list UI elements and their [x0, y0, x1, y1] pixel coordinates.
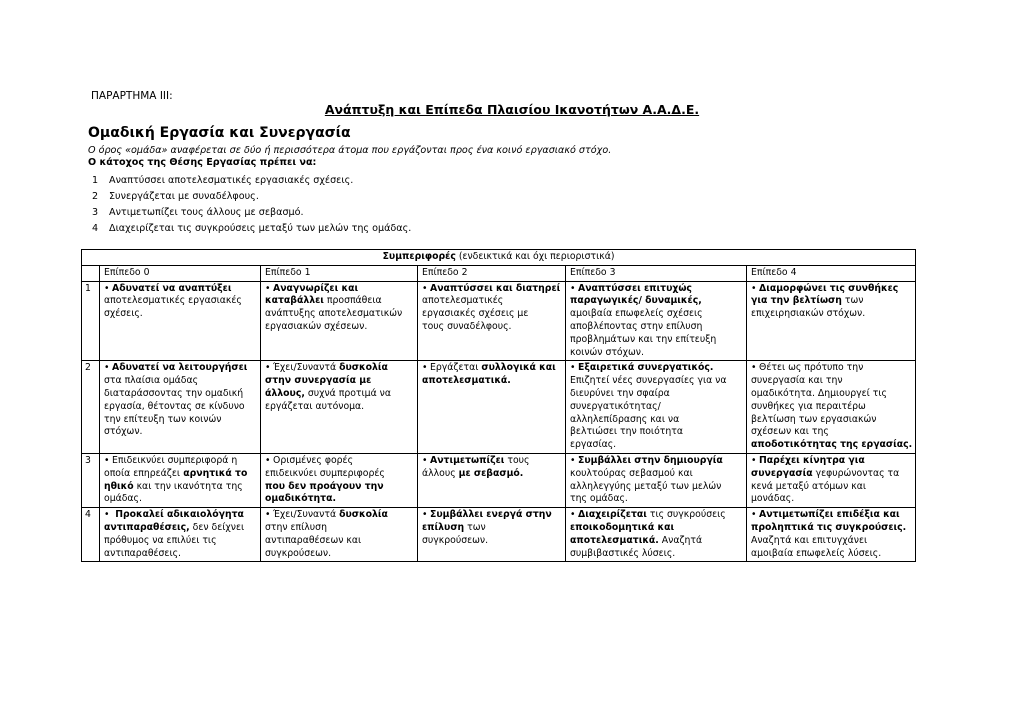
behavior-cell	[418, 508, 566, 562]
cell-text: τους	[504, 454, 530, 466]
cell-text: δεν δείχνει	[189, 521, 245, 533]
behavior-cell	[418, 453, 566, 507]
cell-text: Αναζητά και επιτυγχάνει	[751, 534, 868, 546]
behavior-cell	[100, 281, 261, 361]
requirement-number: 1	[92, 175, 99, 186]
cell-emphasis: αποτελεσματικά.	[570, 534, 659, 546]
row-number: 3	[82, 453, 100, 507]
cell-emphasis: με σεβασμό.	[458, 467, 524, 479]
cell-text: διαταράσσοντας την ομαδική	[104, 387, 244, 399]
cell-text: αποβλέποντας στην επίλυση	[570, 320, 703, 332]
behaviors-table-body	[82, 281, 916, 562]
cell-emphasis: Διαμορφώνει τις συνθήκες	[759, 282, 899, 294]
cell-emphasis: Αντιμετωπίζει επιδέξια και	[759, 509, 900, 521]
row-number: 4	[82, 508, 100, 562]
requirement-text: Διαχειρίζεται τις συγκρούσεις μεταξύ των μελών της ομάδας.	[109, 223, 412, 234]
cell-text: εργασία, θέτοντας σε κίνδυνο	[104, 400, 245, 412]
behaviors-header-note: (ενδεικτικά και όχι περιοριστικά)	[455, 251, 615, 262]
cell-text: προσπάθεια	[323, 295, 382, 307]
cell-emphasis: Συμβάλλει στην δημιουργία	[578, 454, 723, 466]
cell-text: της ομάδας.	[570, 493, 628, 505]
cell-text: συμβιβαστικές λύσεις.	[570, 547, 676, 559]
cell-emphasis: Εξαιρετικά συνεργατικός.	[578, 362, 714, 374]
bullet-icon: •	[751, 509, 757, 521]
requirement-number: 3	[92, 207, 99, 218]
behavior-cell	[747, 281, 916, 361]
behavior-cell	[747, 453, 916, 507]
behavior-cell	[100, 508, 261, 562]
team-definition: Ο όρος «ομάδα» αναφέρεται σε δύο ή περισσότερα άτομα που εργάζονται προς ένα κοινό εργασιακό στόχο.	[88, 145, 612, 156]
cell-emphasis: για την βελτίωση	[751, 295, 842, 307]
cell-text: των	[464, 521, 486, 533]
cell-text: σχέσεων και της	[751, 426, 829, 438]
bullet-icon: •	[265, 454, 271, 466]
requirement-text: Αναπτύσσει αποτελεσματικές εργασιακές σχέσεις.	[109, 175, 354, 186]
section-title: Ομαδική Εργασία και Συνεργασία	[88, 125, 351, 141]
requirement-number: 4	[92, 223, 99, 234]
cell-emphasis: που δεν προάγουν την	[265, 480, 384, 492]
cell-text: την επίτευξη των κοινών	[104, 413, 222, 425]
bullet-icon: •	[104, 509, 110, 521]
requirement-text: Αντιμετωπίζει τους άλλους με σεβασμό.	[109, 207, 304, 218]
cell-emphasis: Αναπτύσσει επιτυχώς	[578, 282, 692, 294]
cell-emphasis: στην συνεργασία με	[265, 375, 372, 387]
bullet-icon: •	[751, 282, 757, 294]
cell-text: μονάδας.	[751, 493, 795, 505]
requirement-item	[92, 173, 411, 189]
cell-text: βελτιώσει την ποιότητα	[570, 426, 683, 438]
cell-text: Έχει/Συναντά	[273, 509, 340, 521]
cell-emphasis: Αδυνατεί να αναπτύξει	[112, 282, 232, 294]
cell-emphasis: Αναγνωρίζει και	[273, 282, 359, 294]
row-number-header	[82, 265, 100, 281]
behavior-cell	[261, 361, 418, 454]
levels-header-row	[82, 265, 916, 281]
cell-emphasis: Αντιμετωπίζει	[430, 454, 505, 466]
cell-text: Επιζητεί νέες συνεργασίες για να	[570, 375, 727, 387]
cell-text: πρόθυμος να επιλύει τις	[104, 534, 217, 546]
requirement-text: Συνεργάζεται με συναδέλφους.	[109, 191, 259, 202]
cell-text: κοινών στόχων.	[570, 346, 644, 358]
cell-emphasis: συνεργασία	[751, 467, 813, 479]
table-row	[82, 281, 916, 361]
cell-emphasis: αποδοτικότητας της εργασίας.	[751, 439, 913, 451]
cell-text: επιχειρησιακών στόχων.	[751, 308, 866, 320]
behavior-cell	[747, 361, 916, 454]
behavior-cell	[566, 281, 747, 361]
cell-text: Έχει/Συναντά	[273, 362, 340, 374]
table-row	[82, 453, 916, 507]
cell-text: στα πλαίσια ομάδας	[104, 375, 199, 387]
cell-emphasis: Αναπτύσσει και διατηρεί	[430, 282, 561, 294]
cell-text: συνθήκες για περαιτέρω	[751, 400, 866, 412]
cell-text: αποτελεσματικές εργασιακές	[104, 295, 242, 307]
bullet-icon: •	[422, 362, 428, 374]
behavior-cell	[747, 508, 916, 562]
table-row	[82, 361, 916, 454]
requirement-item	[92, 205, 411, 221]
cell-text: σχέσεις.	[104, 308, 143, 320]
cell-emphasis: συλλογικά και	[481, 362, 556, 374]
cell-text: ομάδας.	[104, 493, 142, 505]
behavior-cell	[261, 453, 418, 507]
cell-text: αμοιβαία επωφελείς σχέσεις	[570, 308, 703, 320]
row-number: 2	[82, 361, 100, 454]
cell-text: στην επίλυση	[265, 521, 327, 533]
cell-emphasis: Παρέχει κίνητρα για	[759, 454, 865, 466]
bullet-icon: •	[104, 282, 110, 294]
cell-emphasis: προληπτικά τις συγκρούσεις.	[751, 521, 907, 533]
cell-text: αλληλεγγύης μεταξύ των μελών	[570, 480, 722, 492]
level-header: Επίπεδο 4	[747, 265, 916, 281]
cell-text: αμοιβαία επωφελείς λύσεις.	[751, 547, 882, 559]
cell-text: ανάπτυξης αποτελεσματικών	[265, 308, 403, 320]
behavior-cell	[418, 281, 566, 361]
requirement-item	[92, 221, 411, 237]
cell-emphasis: δυσκολία	[339, 509, 388, 521]
bullet-icon: •	[751, 362, 757, 374]
behaviors-header-bold: Συμπεριφορές	[382, 251, 456, 262]
requirements-list	[92, 173, 411, 237]
cell-text: Αναζητά	[658, 534, 703, 546]
cell-text: στόχων.	[104, 426, 143, 438]
behavior-cell	[100, 453, 261, 507]
bullet-icon: •	[104, 454, 110, 466]
behavior-cell	[566, 361, 747, 454]
cell-emphasis: εποικοδομητικά και	[570, 521, 675, 533]
level-header: Επίπεδο 1	[261, 265, 418, 281]
bullet-icon: •	[265, 362, 271, 374]
requirement-item	[92, 189, 411, 205]
cell-text: συγκρούσεων.	[265, 547, 332, 559]
cell-text: Εργάζεται	[430, 362, 482, 374]
cell-text: εργάζεται αυτόνομα.	[265, 400, 365, 412]
cell-text: τις συγκρούσεις	[646, 509, 726, 521]
annex-label: ΠΑΡΑΡΤΗΜΑ III:	[91, 90, 173, 102]
document-title: Ανάπτυξη και Επίπεδα Πλαισίου Ικανοτήτων Α.Α.Δ.Ε.	[324, 102, 700, 117]
requirement-number: 2	[92, 191, 99, 202]
behavior-cell	[566, 453, 747, 507]
cell-text: κενά μεταξύ ατόμων και	[751, 480, 866, 492]
cell-text: και την ικανότητα της	[133, 480, 243, 492]
level-header: Επίπεδο 0	[100, 265, 261, 281]
bullet-icon: •	[422, 282, 428, 294]
bullet-icon: •	[422, 509, 428, 521]
cell-text: επιδεικνύει συμπεριφορές	[265, 467, 385, 479]
behavior-cell	[100, 361, 261, 454]
cell-text: Επιδεικνύει συμπεριφορά η	[112, 454, 238, 466]
bullet-icon: •	[265, 509, 271, 521]
cell-emphasis: παραγωγικές/ δυναμικές,	[570, 295, 702, 307]
cell-text: των	[841, 295, 864, 307]
cell-text: Θέτει ως πρότυπο την	[759, 362, 864, 374]
bullet-icon: •	[570, 362, 576, 374]
cell-emphasis: ηθικό	[104, 480, 134, 492]
cell-text: εργασίας.	[570, 439, 617, 451]
cell-text: συγκρούσεων.	[422, 534, 489, 546]
bullet-icon: •	[104, 362, 110, 374]
cell-emphasis: Διαχειρίζεται	[578, 509, 647, 521]
behaviors-header-row	[82, 250, 916, 266]
bullet-icon: •	[570, 282, 576, 294]
cell-text: γεφυρώνοντας τα	[812, 467, 900, 479]
bullet-icon: •	[570, 454, 576, 466]
level-header: Επίπεδο 2	[418, 265, 566, 281]
cell-text: διευρύνει την σφαίρα	[570, 387, 670, 399]
cell-emphasis: άλλους,	[265, 387, 305, 399]
cell-emphasis: καταβάλλει	[265, 295, 324, 307]
cell-text: προβλημάτων και την επίτευξη	[570, 333, 717, 345]
cell-emphasis: δυσκολία	[339, 362, 388, 374]
behavior-cell	[418, 361, 566, 454]
cell-text: αποτελεσματικές	[422, 295, 504, 307]
cell-text: ομαδικότητα. Δημιουργεί τις	[751, 387, 887, 399]
cell-text: συχνά προτιμά να	[304, 387, 391, 399]
cell-emphasis: Αδυνατεί να λειτουργήσει	[112, 362, 248, 374]
cell-emphasis: αρνητικά το	[180, 467, 248, 479]
table-row	[82, 508, 916, 562]
bullet-icon: •	[265, 282, 271, 294]
bullet-icon: •	[422, 454, 428, 466]
cell-text: συνεργατικότητας/	[570, 400, 661, 412]
cell-emphasis: αποτελεσματικά.	[422, 375, 511, 387]
behavior-cell	[261, 281, 418, 361]
cell-emphasis: επίλυση	[422, 521, 465, 533]
behaviors-header	[82, 250, 916, 266]
cell-text: αντιπαραθέσεων και	[265, 534, 362, 546]
cell-emphasis: Συμβάλλει ενεργά στην	[430, 509, 552, 521]
behavior-cell	[566, 508, 747, 562]
cell-text: άλλους	[422, 467, 459, 479]
cell-emphasis: αντιπαραθέσεις,	[104, 521, 190, 533]
cell-emphasis: Προκαλεί αδικαιολόγητα	[112, 509, 244, 521]
cell-emphasis: ομαδικότητα.	[265, 493, 337, 505]
cell-text: βελτίωση των εργασιακών	[751, 413, 877, 425]
position-holder-line: Ο κάτοχος της Θέσης Εργασίας πρέπει να:	[88, 157, 317, 168]
behavior-cell	[261, 508, 418, 562]
cell-text: εργασιακές σχέσεις με	[422, 308, 529, 320]
level-header: Επίπεδο 3	[566, 265, 747, 281]
cell-text: αλληλεπίδρασης και να	[570, 413, 680, 425]
bullet-icon: •	[570, 509, 576, 521]
cell-text: Ορισμένες φορές	[273, 454, 354, 466]
cell-text: τους συναδέλφους.	[422, 320, 512, 332]
behaviors-table	[81, 249, 916, 562]
cell-text: οποία επηρεάζει	[104, 467, 181, 479]
cell-text: κουλτούρας σεβασμού και	[570, 467, 693, 479]
cell-text: συνεργασία και την	[751, 375, 843, 387]
bullet-icon: •	[751, 454, 757, 466]
row-number: 1	[82, 281, 100, 361]
cell-text: εργασιακών σχέσεων.	[265, 320, 368, 332]
cell-text: αντιπαραθέσεις.	[104, 547, 182, 559]
